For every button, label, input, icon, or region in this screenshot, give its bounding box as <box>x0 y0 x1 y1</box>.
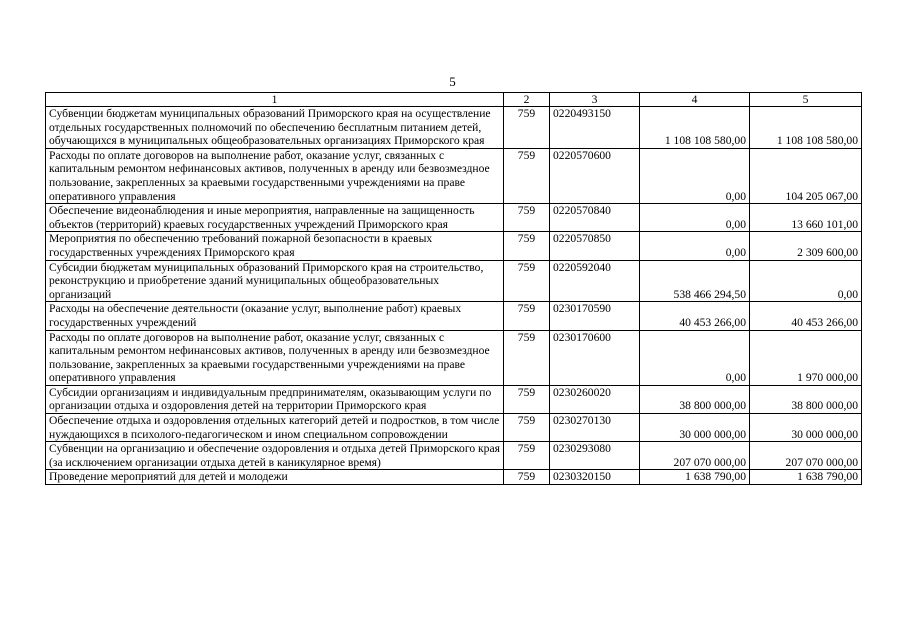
row-name-cell: Обеспечение отдыха и оздоровления отдельных категорий детей и подростков, в том числе нуждающихся в психолого-педагогическом и ином специальном сопровождении <box>46 414 504 442</box>
row-csr-cell: 0230260020 <box>550 385 640 413</box>
row-amount-col5-cell: 104 205 067,00 <box>750 148 862 203</box>
row-name-cell: Субсидии бюджетам муниципальных образований Приморского края на строительство, реконструкцию и приобретение зданий муниципальных общеобразовательных организаций <box>46 260 504 302</box>
row-amount-col4-cell: 40 453 266,00 <box>640 302 750 330</box>
row-code-cell: 759 <box>504 204 550 232</box>
row-code-cell: 759 <box>504 148 550 203</box>
row-amount-col4-cell: 0,00 <box>640 148 750 203</box>
row-amount-col4-cell: 30 000 000,00 <box>640 414 750 442</box>
row-amount-col4-cell: 1 638 790,00 <box>640 470 750 485</box>
row-csr-cell: 0220592040 <box>550 260 640 302</box>
table-row <box>46 414 862 442</box>
row-amount-col5-cell: 38 800 000,00 <box>750 385 862 413</box>
row-amount-col5-cell: 2 309 600,00 <box>750 232 862 260</box>
row-name-cell: Субсидии организациям и индивидуальным предпринимателям, оказывающим услуги по организации отдыха и оздоровления детей на территории Приморского края <box>46 385 504 413</box>
table-row <box>46 204 862 232</box>
table-row <box>46 302 862 330</box>
row-name-cell: Расходы по оплате договоров на выполнение работ, оказание услуг, связанных с капитальным ремонтом нефинансовых активов, полученных в аренду или безвозмездное пользование, закрепленных за краевыми государственными учреждениями на праве оперативного управления <box>46 148 504 203</box>
row-csr-cell: 0230170590 <box>550 302 640 330</box>
row-csr-cell: 0220570840 <box>550 204 640 232</box>
row-csr-cell: 0230320150 <box>550 470 640 485</box>
column-header: 5 <box>750 93 862 107</box>
row-name-cell: Расходы на обеспечение деятельности (оказание услуг, выполнение работ) краевых государственных учреждений <box>46 302 504 330</box>
row-code-cell: 759 <box>504 330 550 385</box>
column-header: 3 <box>550 93 640 107</box>
row-amount-col4-cell: 0,00 <box>640 232 750 260</box>
table-row <box>46 442 862 470</box>
row-csr-cell: 0230270130 <box>550 414 640 442</box>
row-code-cell: 759 <box>504 385 550 413</box>
column-header: 4 <box>640 93 750 107</box>
row-csr-cell: 0220570600 <box>550 148 640 203</box>
row-amount-col5-cell: 1 638 790,00 <box>750 470 862 485</box>
table-row <box>46 385 862 413</box>
row-name-cell: Проведение мероприятий для детей и молодежи <box>46 470 504 485</box>
row-name-cell: Субвенции бюджетам муниципальных образований Приморского края на осуществление отдельных государственных полномочий по обеспечению бесплатным питанием детей, обучающихся в муниципальных общеобразовательных организациях Приморского края <box>46 107 504 149</box>
row-code-cell: 759 <box>504 107 550 149</box>
table-row <box>46 107 862 149</box>
row-csr-cell: 0220493150 <box>550 107 640 149</box>
row-name-cell: Мероприятия по обеспечению требований пожарной безопасности в краевых государственных учреждениях Приморского края <box>46 232 504 260</box>
row-amount-col5-cell: 1 970 000,00 <box>750 330 862 385</box>
table-body <box>46 107 862 485</box>
row-code-cell: 759 <box>504 302 550 330</box>
table-row <box>46 330 862 385</box>
row-csr-cell: 0230170600 <box>550 330 640 385</box>
row-amount-col5-cell: 207 070 000,00 <box>750 442 862 470</box>
row-amount-col4-cell: 0,00 <box>640 330 750 385</box>
row-code-cell: 759 <box>504 232 550 260</box>
row-amount-col5-cell: 40 453 266,00 <box>750 302 862 330</box>
row-name-cell: Расходы по оплате договоров на выполнение работ, оказание услуг, связанных с капитальным ремонтом нефинансовых активов, полученных в аренду или безвозмездное пользование, закрепленных за краевыми государственными учреждениями на праве оперативного управления <box>46 330 504 385</box>
row-amount-col5-cell: 30 000 000,00 <box>750 414 862 442</box>
row-amount-col4-cell: 207 070 000,00 <box>640 442 750 470</box>
row-name-cell: Обеспечение видеонаблюдения и иные мероприятия, направленные на защищенность объектов (территорий) краевых государственных учреждений Приморского края <box>46 204 504 232</box>
row-amount-col4-cell: 538 466 294,50 <box>640 260 750 302</box>
row-code-cell: 759 <box>504 260 550 302</box>
row-code-cell: 759 <box>504 414 550 442</box>
page-number: 5 <box>449 74 456 89</box>
row-code-cell: 759 <box>504 470 550 485</box>
table-row <box>46 470 862 485</box>
row-amount-col4-cell: 1 108 108 580,00 <box>640 107 750 149</box>
row-csr-cell: 0230293080 <box>550 442 640 470</box>
table-header-row <box>46 93 862 107</box>
row-code-cell: 759 <box>504 442 550 470</box>
column-header: 1 <box>46 93 504 107</box>
row-csr-cell: 0220570850 <box>550 232 640 260</box>
row-amount-col4-cell: 0,00 <box>640 204 750 232</box>
row-amount-col4-cell: 38 800 000,00 <box>640 385 750 413</box>
column-header: 2 <box>504 93 550 107</box>
row-name-cell: Субвенции на организацию и обеспечение оздоровления и отдыха детей Приморского края (за исключением организации отдыха детей в каникулярное время) <box>46 442 504 470</box>
table-row <box>46 260 862 302</box>
budget-table <box>45 92 862 485</box>
row-amount-col5-cell: 0,00 <box>750 260 862 302</box>
row-amount-col5-cell: 13 660 101,00 <box>750 204 862 232</box>
table-row <box>46 148 862 203</box>
table-row <box>46 232 862 260</box>
row-amount-col5-cell: 1 108 108 580,00 <box>750 107 862 149</box>
